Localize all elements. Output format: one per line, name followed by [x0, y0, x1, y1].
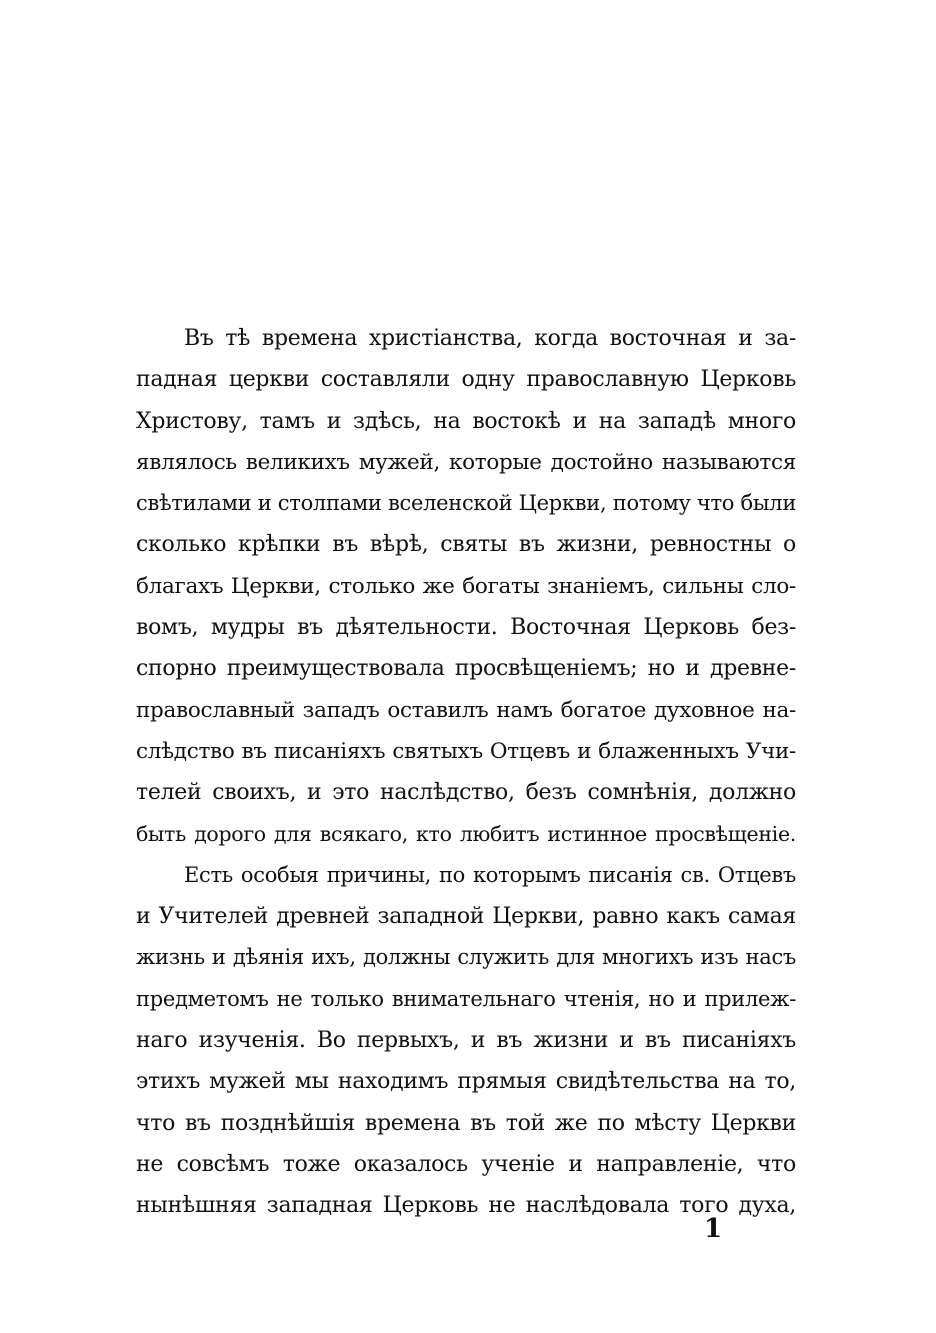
- text-line: являлось великихъ мужей, которые достойно называются: [136, 449, 796, 475]
- text-line: Въ тѣ времена христіанства, когда восточная и за-: [184, 326, 796, 351]
- text-line: не совсѣмъ тоже оказалось ученіе и направленіе, что: [136, 1151, 796, 1177]
- text-line: спорно преимуществовала просвѣщеніемъ; но и древне-: [136, 656, 796, 682]
- text-line: Христову, тамъ и здѣсь, на востокѣ и на западѣ много: [136, 408, 796, 434]
- text-line: наго изученія. Во первыхъ, и въ жизни и въ писаніяхъ: [136, 1028, 796, 1054]
- text-line: нынѣшняя западная Церковь не наслѣдовала того духа,: [136, 1193, 796, 1219]
- text-line: Есть особыя причины, по которымъ писанія св. Отцевъ: [184, 862, 796, 887]
- text-line: православный западъ оставилъ намъ богатое духовное на-: [136, 697, 796, 723]
- text-line: жизнь и дѣянія ихъ, должны служить для многихъ изъ насъ: [136, 945, 796, 970]
- page-number: 1: [704, 1214, 723, 1244]
- text-line: вомъ, мудры въ дѣятельности. Восточная Церковь без-: [136, 615, 796, 641]
- text-line: благахъ Церкви, столько же богаты знаніемъ, сильны сло-: [136, 573, 796, 599]
- page-body-text: [136, 318, 796, 1227]
- text-line: что въ позднѣйшія времена въ той же по мѣсту Церкви: [136, 1110, 796, 1136]
- text-line: быть дорого для всякаго, кто любитъ истинное просвѣщеніе.: [136, 821, 796, 846]
- text-line: слѣдство въ писаніяхъ святыхъ Отцевъ и блаженныхъ Учи-: [136, 738, 796, 764]
- text-line: свѣтилами и столпами вселенской Церкви, потому что были: [136, 491, 796, 516]
- text-line: телей своихъ, и это наслѣдство, безъ сомнѣнія, должно: [136, 780, 796, 806]
- text-line: и Учителей древней западной Церкви, равно какъ самая: [136, 904, 796, 930]
- text-line: предметомъ не только внимательнаго чтенія, но и прилеж-: [136, 986, 796, 1011]
- text-line: падная церкви составляли одну православную Церковь: [136, 367, 796, 393]
- text-line: сколько крѣпки въ вѣрѣ, святы въ жизни, ревностны о: [136, 532, 796, 558]
- text-line: этихъ мужей мы находимъ прямыя свидѣтельства на то,: [136, 1069, 796, 1095]
